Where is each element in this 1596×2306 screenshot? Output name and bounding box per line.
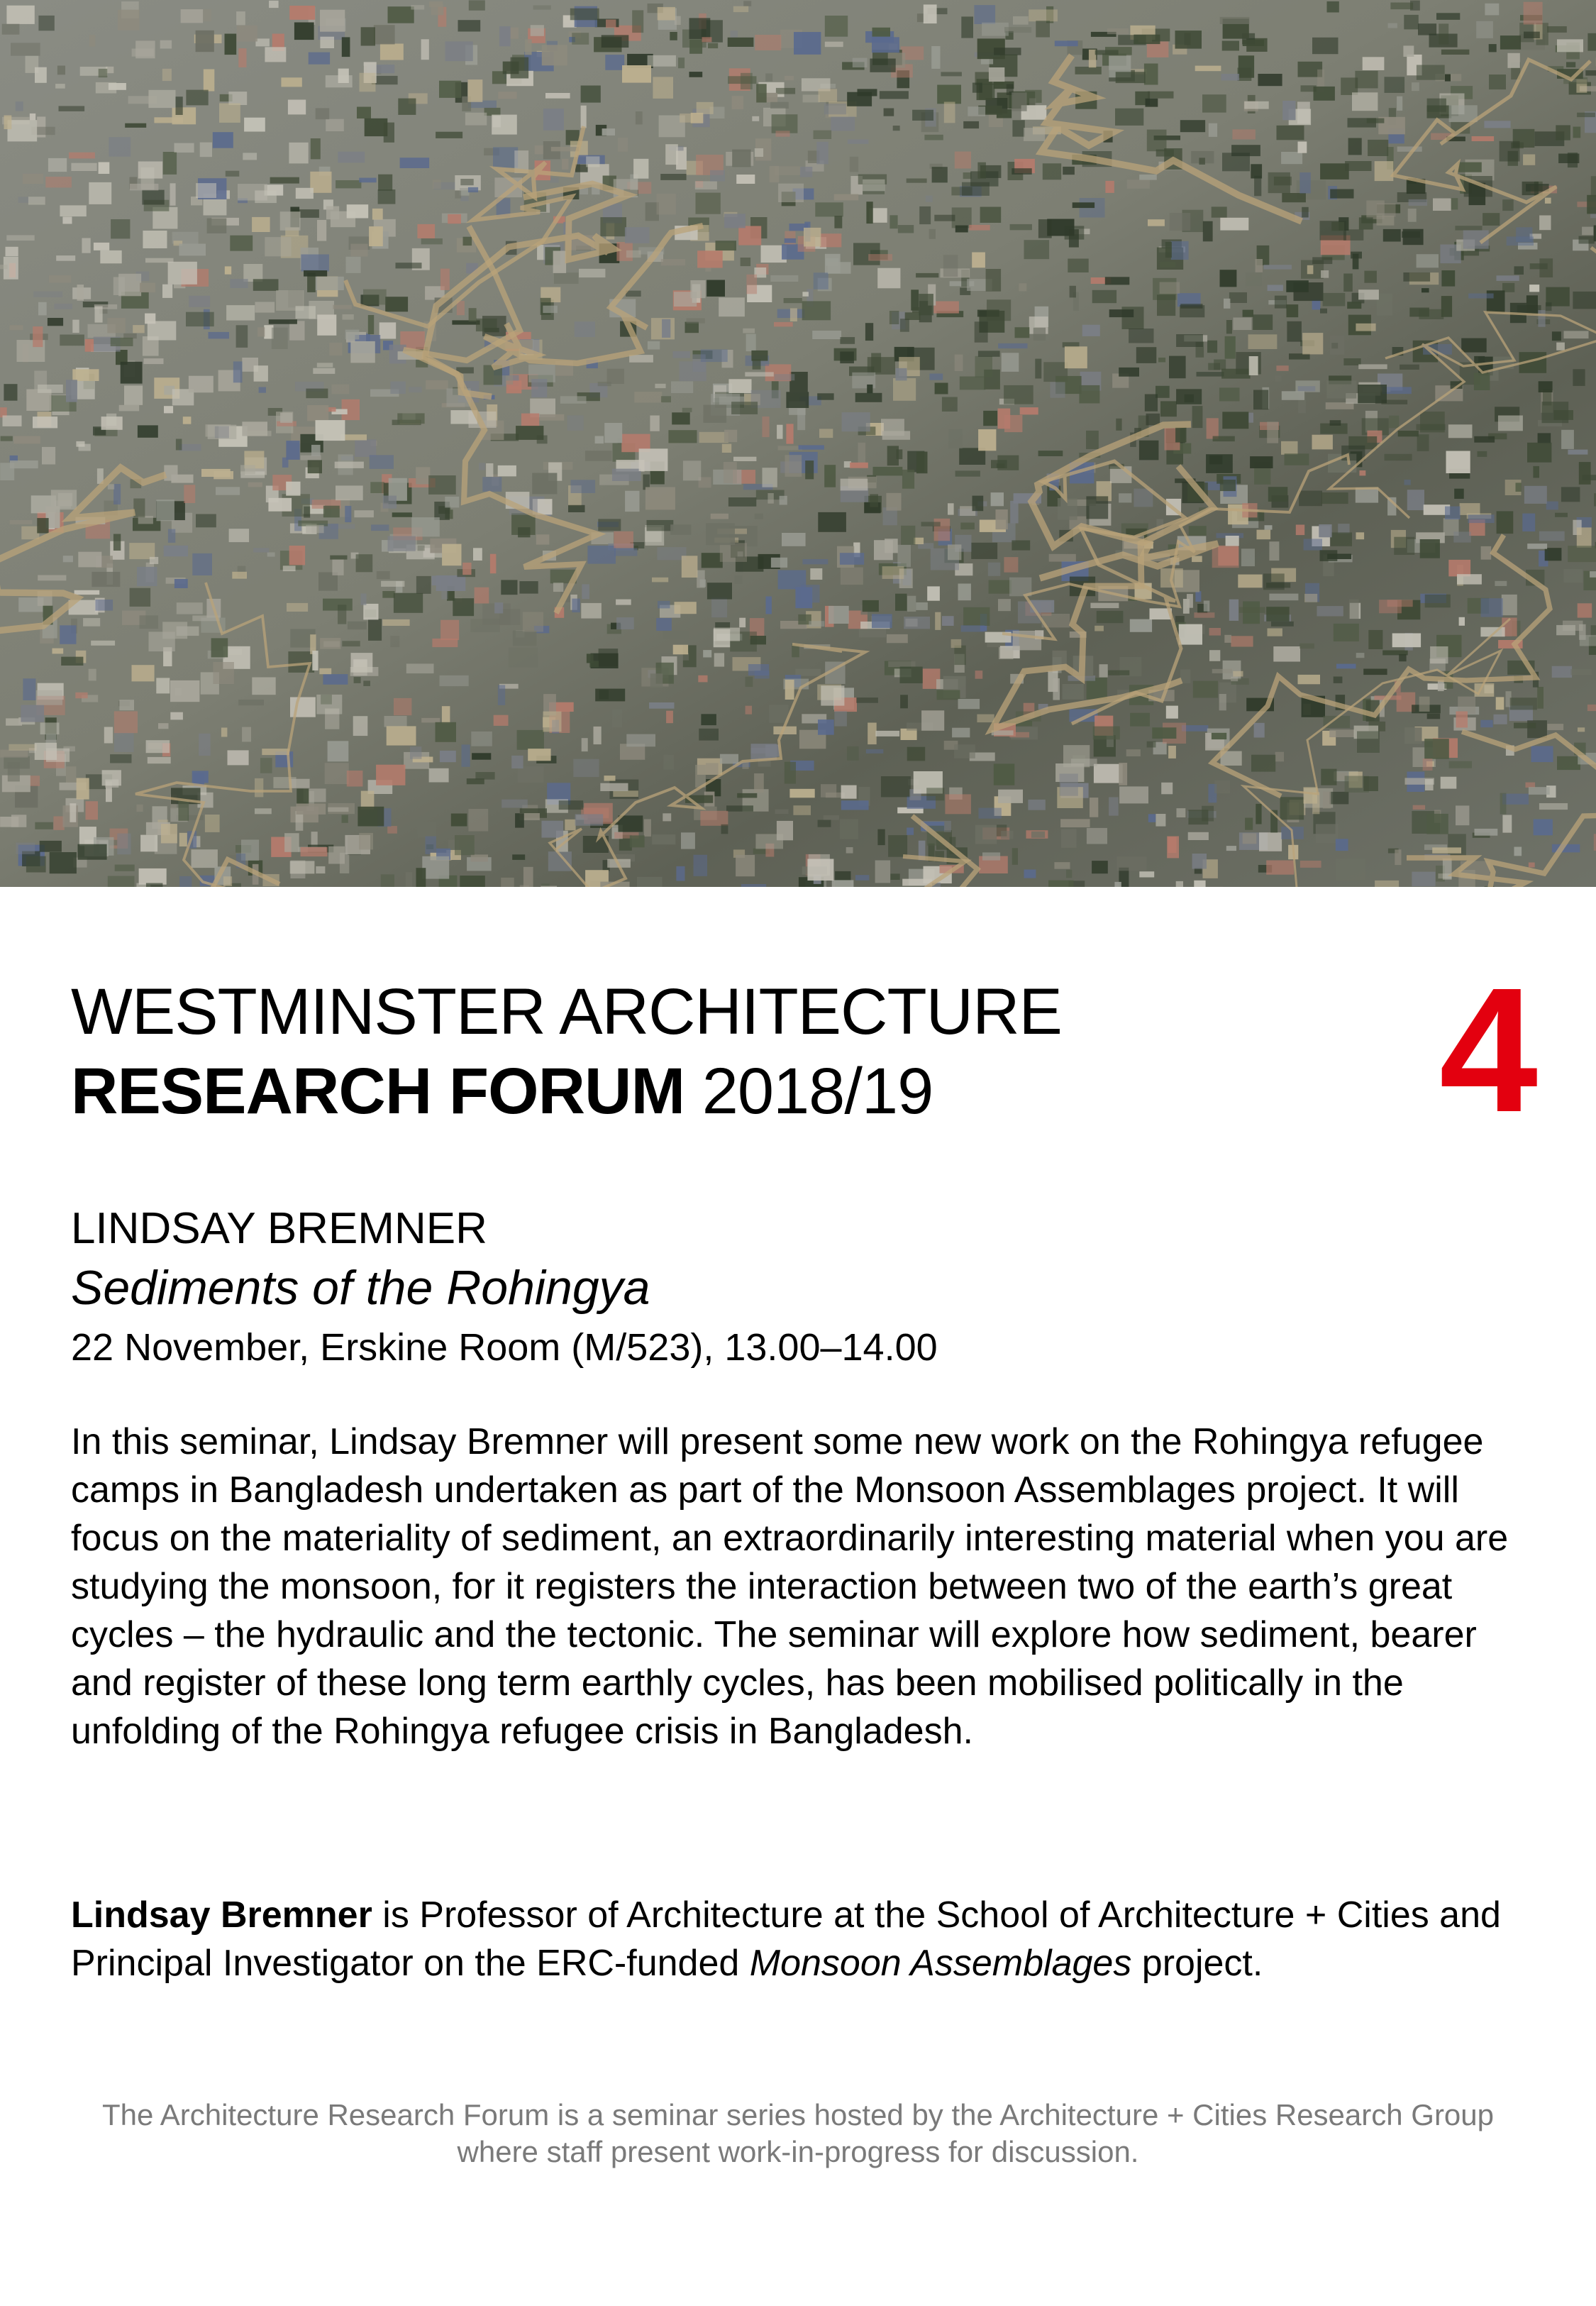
seminar-abstract: In this seminar, Lindsay Bremner will present some new work on the Rohingya refugee camps in Bangladesh undertaken as part of the Monsoon Assemblages project. It will focus on the materiality of sediment, an extraordinarily interesting material when you are studying the monsoon, for it registers the interaction between two of the earth’s great cycles – the hydraulic and the tectonic. The seminar will explore how sediment, bearer and register of these long term earthly cycles, has been mobilised politically in the unfolding of the Rohingya refugee crisis in Bangladesh. [71, 1421, 1509, 1752]
hero-aerial-image [0, 0, 1596, 887]
bio-text-end: project. [1131, 1943, 1263, 1984]
title-line-research-forum [71, 1052, 1348, 1131]
talk-title: Sediments of the Rohingya [71, 1261, 650, 1315]
footer-note: The Architecture Research Forum is a seminar series hosted by the Architecture + Cities Research Group where staff present work-in-progress for discussion. [101, 2098, 1495, 2168]
title-research-forum: RESEARCH FORUM [71, 1055, 685, 1127]
bio-project: Monsoon Assemblages [749, 1943, 1132, 1984]
talk-date-location: 22 November, Erskine Room (M/523), 13.00–14.00 [71, 1326, 938, 1369]
forum-title [71, 972, 1348, 1131]
seminar-info [71, 1201, 1525, 1377]
issue-number: 4 [1439, 951, 1538, 1149]
title-year: 2018/19 [702, 1055, 933, 1127]
speaker-bio [71, 1891, 1532, 1987]
bio-text: is Professor of Architecture at the School of Architecture + Cities and Principal Investigator on the ERC-funded [71, 1894, 1501, 1984]
aerial-image-icon [0, 0, 1596, 887]
title-line-westminster-architecture: WESTMINSTER ARCHITECTURE [71, 976, 1062, 1048]
bio-name: Lindsay Bremner [71, 1894, 372, 1936]
speaker-name: LINDSAY BREMNER [71, 1204, 487, 1253]
